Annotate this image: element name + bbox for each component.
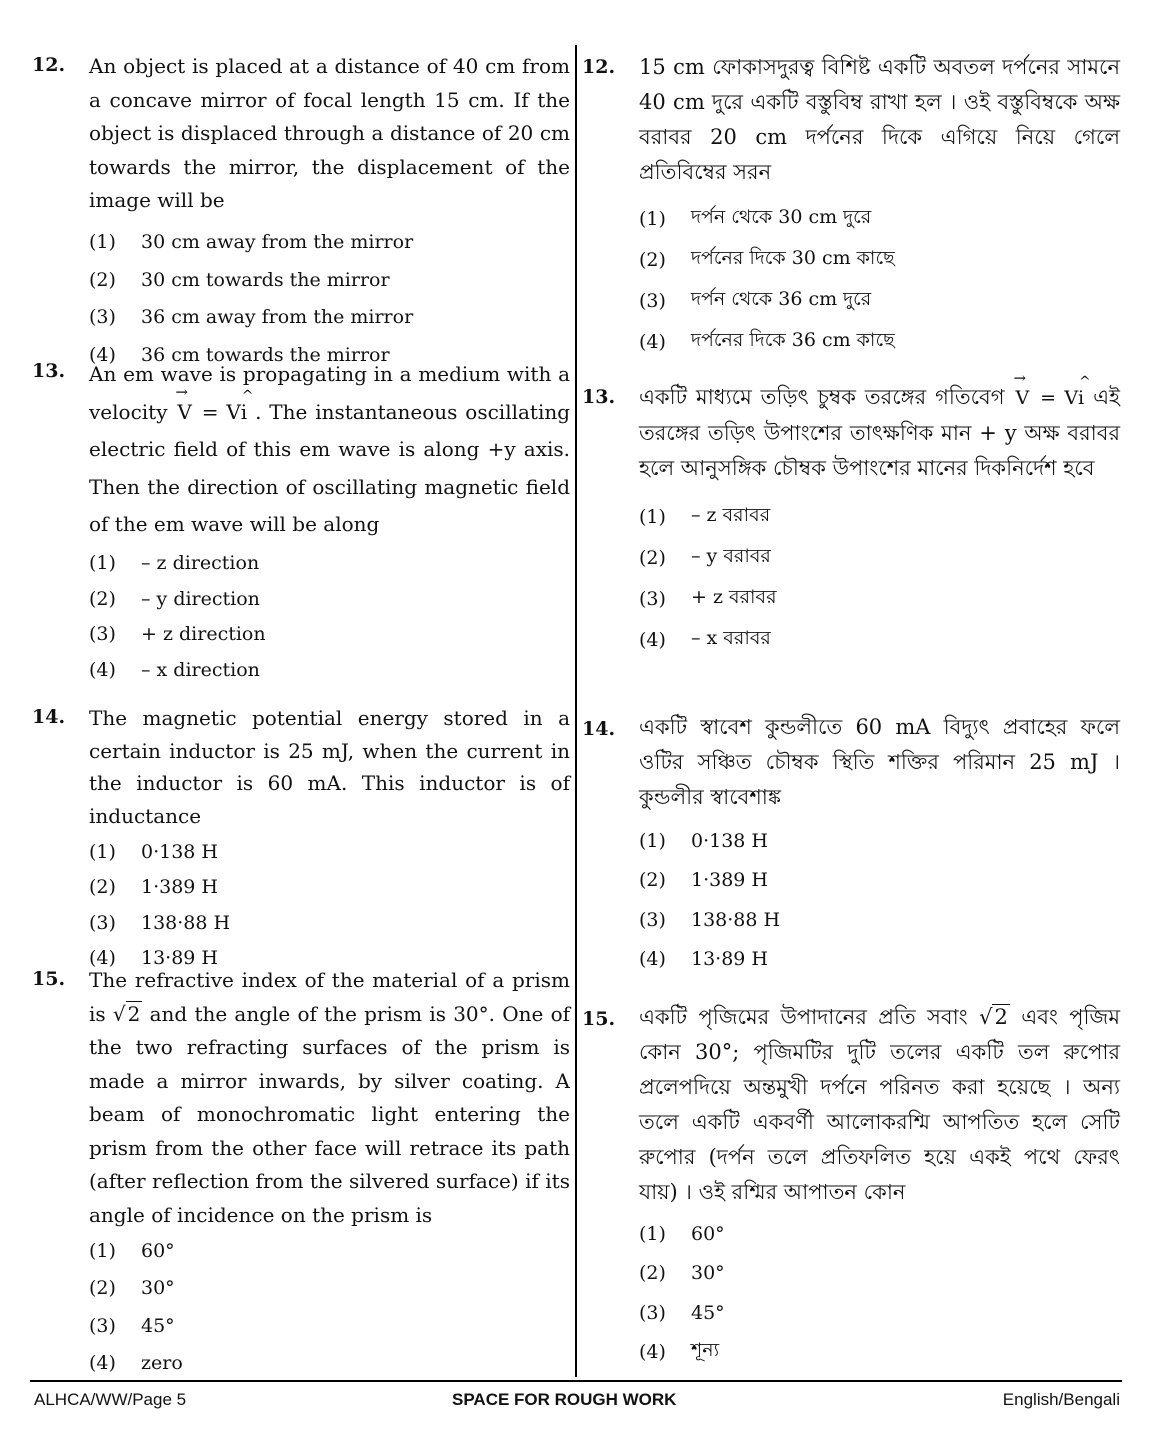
option-1[interactable]: (1) 0·138 H [89,840,219,863]
question-12-en [30,50,570,374]
option-1[interactable]: (1) 0·138 H [639,829,769,852]
option-4[interactable]: (4) 13·89 H [639,948,769,971]
question-15-bn [580,1000,1120,1372]
question-text: An em wave is propagating in a medium with a velocity → V = V^ i . The instantaneous oscillating electric field of this em wave is along +y axis. Then the direction of oscillating magnetic field of the em wave will be along [89,356,570,544]
options [89,546,570,688]
option-2[interactable]: (2) 1·389 H [639,869,769,892]
option-4[interactable]: (4) শূন্য [639,1339,720,1364]
options [89,1232,570,1382]
unit-vector-i: ^ i [241,394,247,432]
option-2[interactable]: (2) 1·389 H [89,876,219,899]
question-15-en [30,964,570,1382]
question-14-bn [580,710,1120,979]
question-number: 15. [582,1008,616,1030]
question-12-bn [580,50,1120,362]
option-3[interactable]: (3) 36 cm away from the mirror [89,306,414,329]
option-2[interactable]: (2) 30 cm towards the mirror [89,268,390,291]
option-3[interactable]: (3) দর্পন থেকে 36 cm দুরে [639,287,872,312]
option-4[interactable]: (4) zero [89,1352,183,1375]
option-4[interactable]: (4) – x বরাবর [639,626,771,651]
footer-rule [30,1380,1122,1382]
option-4[interactable]: (4) 13·89 H [89,947,219,970]
language-label: English/Bengali [1002,1390,1120,1409]
page-code: ALHCA/WW/Page 5 [34,1390,187,1409]
option-1[interactable]: (1) 60° [639,1222,725,1245]
option-3[interactable]: (3) 138·88 H [89,911,231,934]
rough-work-label: SPACE FOR ROUGH WORK [452,1390,677,1409]
question-text: একটি পৃজিমের উপাদানের প্রতি সবাং √2 এবং পৃজিম কোন 30°; পৃজিমটির দুটি তলের একটি তল রুপোর প্রলেপদিয়ে অন্তমুখী দর্পনে পরিনত করা হয়েছে । অন্য তলে একটি একবর্ণী আলোকরশ্মি আপতিত হলে সেটি রুপোর (দর্পন তলে প্রতিফলিত হয়ে একই পথে ফেরৎ যায়) । ওই রশ্মির আপাতন কোন [639,1000,1120,1210]
option-1[interactable]: (1) – z বরাবর [639,503,771,528]
question-13-en [30,356,570,688]
option-2[interactable]: (2) 30° [639,1262,725,1285]
options [639,1214,1120,1372]
options [89,834,570,976]
options [89,224,570,374]
question-number: 14. [582,718,616,740]
option-2[interactable]: (2) 30° [89,1277,175,1300]
option-3[interactable]: (3) + z direction [89,623,266,646]
question-number: 15. [32,968,66,990]
option-2[interactable]: (2) – y direction [89,587,260,610]
option-1[interactable]: (1) 30 cm away from the mirror [89,231,414,254]
question-text: একটি মাধ্যমে তড়িৎ চুম্বক তরঙ্গের গতিবেগ → V = V^ i এই তরঙ্গের তড়িৎ উপাংশের তাৎক্ষণিক মান + y অক্ষ বরাবর হলে আনুসঙ্গিক চৌম্বক উপাংশের মানের দিকনির্দেশ হবে [639,380,1120,486]
question-number: 12. [582,56,616,78]
option-2[interactable]: (2) – y বরাবর [639,544,771,569]
option-3[interactable]: (3) 45° [89,1314,175,1337]
question-13-bn [580,380,1120,660]
option-4[interactable]: (4) – x direction [89,658,260,681]
unit-vector-i: ^ i [1078,381,1084,416]
square-root-2: √2 [979,1005,1008,1029]
options [639,496,1120,660]
option-2[interactable]: (2) দর্পনের দিকে 30 cm কাছে [639,246,895,271]
option-1[interactable]: (1) – z direction [89,552,260,575]
option-4[interactable]: (4) 36 cm towards the mirror [89,343,390,366]
question-text: The magnetic potential energy stored in a certain inductor is 25 mJ, when the current in the inductor is 60 mA. This inductor is of inductance [89,706,570,828]
question-number: 14. [32,706,66,728]
option-1[interactable]: (1) 60° [89,1239,175,1262]
option-3[interactable]: (3) 45° [639,1301,725,1324]
question-number: 13. [582,386,616,408]
question-number: 12. [32,54,66,76]
question-text: একটি স্বাবেশ কুন্ডলীতে 60 mA বিদ্যুৎ প্রবাহের ফলে ওটির সঞ্চিত চৌম্বক স্থিতি শক্তির পরিমান 25 mJ । কুন্ডলীর স্বাবেশাঙ্ক [639,715,1120,809]
question-text: 15 cm ফোকাসদুরত্ব বিশিষ্ট একটি অবতল দর্পনের সামনে 40 cm দুরে একটি বস্তুবিম্ব রাখা হল । ওই বস্তুবিম্বকে অক্ষ বরাবর 20 cm দর্পনের দিকে এগিয়ে নিয়ে গেলে প্রতিবিম্বের সরন [639,55,1120,184]
question-14-en [30,702,570,976]
option-3[interactable]: (3) + z বরাবর [639,585,777,610]
question-text: The refractive index of the material of a prism is √ 2 and the angle of the prism is 30°. One of the two refracting surfaces of the prism is made a mirror inwards, by silver coating. A beam of monochromatic light entering the prism from the other face will retrace its path (after reflection from the silvered surface) if its angle of incidence on the prism is [89,968,571,1227]
velocity-vector: → V [1013,381,1031,416]
option-4[interactable]: (4) দর্পনের দিকে 36 cm কাছে [639,328,895,353]
question-number: 13. [32,360,66,382]
square-root-2: √ 2 [112,1001,141,1026]
column-divider [575,45,577,1377]
options [639,198,1120,362]
options [639,821,1120,979]
option-3[interactable]: (3) 138·88 H [639,908,781,931]
velocity-vector: → V [175,394,193,432]
question-text: An object is placed at a distance of 40 cm from a concave mirror of focal length 15 cm. If the object is displaced through a distance of 20 cm towards the mirror, the displacement of the image will be [89,54,570,212]
option-1[interactable]: (1) দর্পন থেকে 30 cm দুরে [639,205,872,230]
